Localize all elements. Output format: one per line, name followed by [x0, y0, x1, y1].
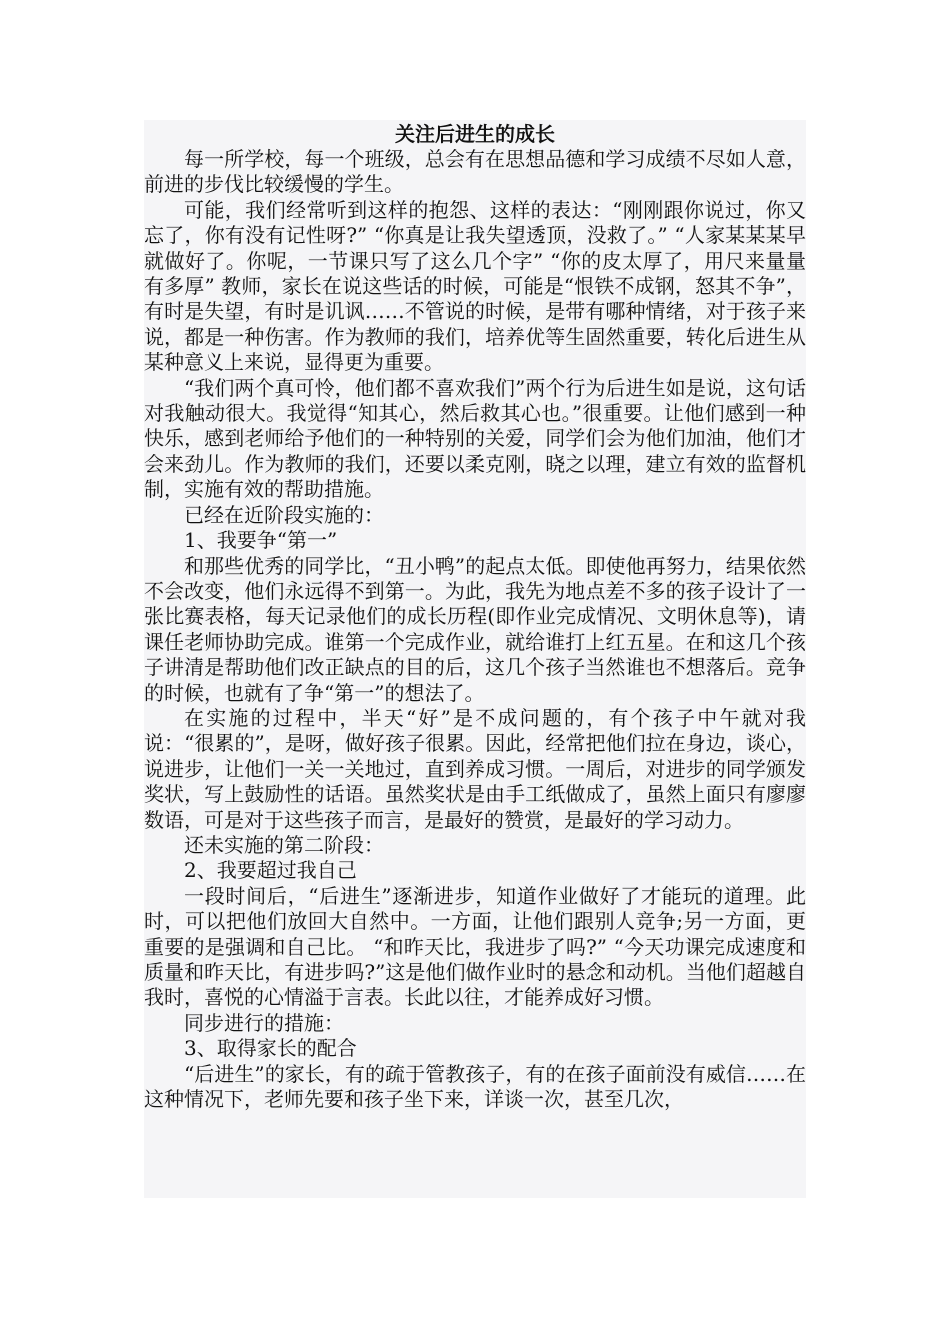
document-title: 关注后进生的成长 — [395, 122, 555, 146]
paragraph: 可能，我们经常听到这样的抱怨、这样的表达：“刚刚跟你说过，你又忘了，你有没有记性呀?” “你真是让我失望透顶，没救了。” “人家某某某早就做好了。你呢，一节课只写了这么几个字” “你的皮太厚了，用尺来量量有多厚” 教师，家长在说这些话的时候，可能是“恨铁不成钢，怒其不争”，有时是失望，有时是讥讽……不管说的时候，是带有哪种情绪，对于孩子来说，都是一种伤害。作为教师的我们，培养优等生固然重要，转化后进生从某种意义上来说，显得更为重要。 — [144, 197, 806, 375]
section-intro: 同步进行的措施： — [184, 1010, 344, 1035]
section-heading: 2、我要超过我自己 — [184, 858, 357, 883]
paragraph: 在实施的过程中，半天“好”是不成问题的，有个孩子中午就对我说：“很累的”，是呀，做好孩子很累。因此，经常把他们拉在身边，谈心，说进步，让他们一关一关地过，直到养成习惯。一周后，对进步的同学颁发奖状，写上鼓励性的话语。虽然奖状是由手工纸做成了，虽然上面只有廖廖数语，可是对于这些孩子而言，是最好的赞赏，是最好的学习动力。 — [144, 705, 806, 832]
section-heading: 3、取得家长的配合 — [184, 1036, 357, 1061]
paragraph: 和那些优秀的同学比，“丑小鸭”的起点太低。即使他再努力，结果依然不会改变，他们永远得不到第一。为此，我先为地点差不多的孩子设计了一张比赛表格，每天记录他们的成长历程(即作业完成情况、文明休息等)，请课任老师协助完成。谁第一个完成作业，就给谁打上红五星。在和这几个孩子讲清是帮助他们改正缺点的目的后，这几个孩子当然谁也不想落后。竞争的时候，也就有了争“第一”的想法了。 — [144, 553, 806, 705]
section-heading: 1、我要争“第一” — [184, 528, 338, 553]
paragraph: “我们两个真可怜，他们都不喜欢我们”两个行为后进生如是说，这句话对我触动很大。我觉得“知其心，然后救其心也。”很重要。让他们感到一种快乐，感到老师给予他们的一种特别的关爱，同学们会为他们加油，他们才会来劲儿。作为教师的我们，还要以柔克刚，晓之以理，建立有效的监督机制，实施有效的帮助措施。 — [144, 375, 806, 502]
paragraph: 每一所学校，每一个班级，总会有在思想品德和学习成绩不尽如人意，前进的步伐比较缓慢的学生。 — [144, 147, 806, 197]
paragraph: 一段时间后，“后进生”逐渐进步，知道作业做好了才能玩的道理。此时，可以把他们放回大自然中。一方面，让他们跟别人竞争;另一方面，更重要的是强调和自己比。 “和昨天比，我进步了吗?” “今天功课完成速度和质量和昨天比，有进步吗?”这是他们做作业时的悬念和动机。当他们超越自我时，喜悦的心情溢于言表。长此以往，才能养成好习惯。 — [144, 883, 806, 1010]
document-body — [144, 120, 806, 1198]
paragraph: “后进生”的家长，有的疏于管教孩子，有的在孩子面前没有威信……在这种情况下，老师先要和孩子坐下来，详谈一次，甚至几次， — [144, 1061, 806, 1112]
section-intro: 已经在近阶段实施的： — [184, 502, 384, 527]
section-intro: 还未实施的第二阶段： — [184, 832, 384, 857]
